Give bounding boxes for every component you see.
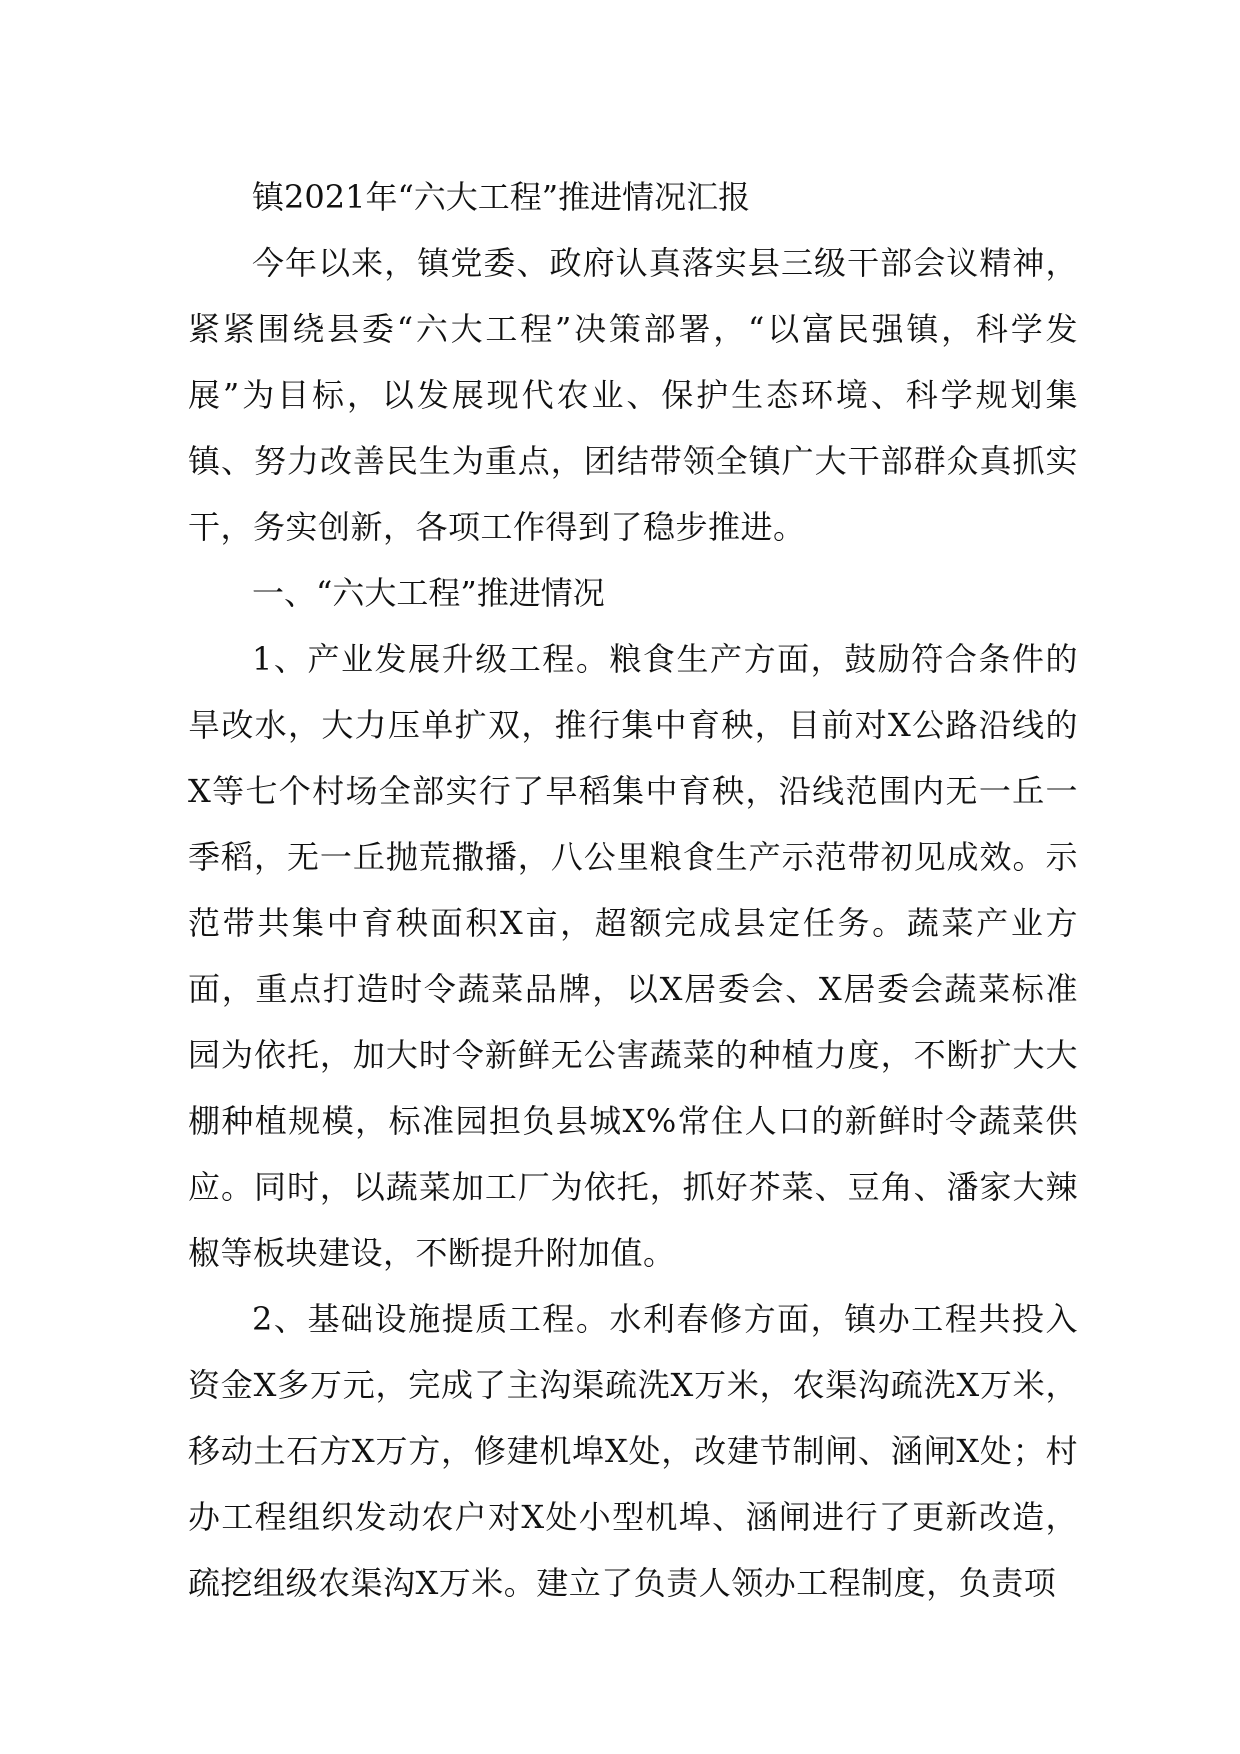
document-page bbox=[188, 164, 1078, 1616]
intro-paragraph: 今年以来，镇党委、政府认真落实县三级干部会议精神，紧紧围绕县委“六大工程”决策部署，“以富民强镇，科学发展”为目标，以发展现代农业、保护生态环境、科学规划集镇、努力改善民生为重点，团结带领全镇广大干部群众真抓实干，务实创新，各项工作得到了稳步推进。 bbox=[188, 244, 1078, 546]
item-2-paragraph: 2、基础设施提质工程。水利春修方面，镇办工程共投入资金X多万元，完成了主沟渠疏洗X万米，农渠沟疏洗X万米，移动土石方X万方，修建机埠X处，改建节制闸、涵闸X处；村办工程组织发动农户对X处小型机埠、涵闸进行了更新改造，疏挖组级农渠沟X万米。建立了负责人领办工程制度，负责项 bbox=[188, 1300, 1078, 1602]
section-heading: 一、“六大工程”推进情况 bbox=[252, 574, 605, 612]
item-1-paragraph: 1、产业发展升级工程。粮食生产方面，鼓励符合条件的旱改水，大力压单扩双，推行集中育秧，目前对X公路沿线的X等七个村场全部实行了早稻集中育秧，沿线范围内无一丘一季稻，无一丘抛荒撒播，八公里粮食生产示范带初见成效。示范带共集中育秧面积X亩，超额完成县定任务。蔬菜产业方面，重点打造时令蔬菜品牌，以X居委会、X居委会蔬菜标准园为依托，加大时令新鲜无公害蔬菜的种植力度，不断扩大大棚种植规模，标准园担负县城X%常住人口的新鲜时令蔬菜供应。同时，以蔬菜加工厂为依托，抓好芥菜、豆角、潘家大辣椒等板块建设，不断提升附加值。 bbox=[188, 640, 1078, 1272]
document-title: 镇2021年“六大工程”推进情况汇报 bbox=[252, 178, 751, 216]
